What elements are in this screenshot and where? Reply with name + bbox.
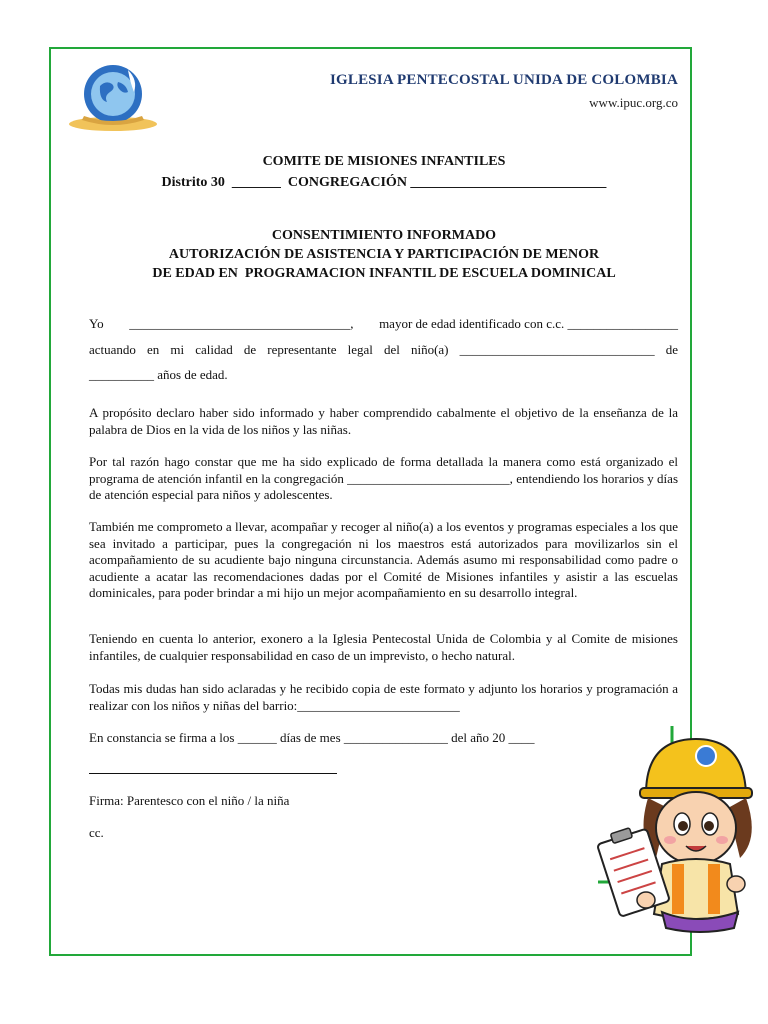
child-name-blank[interactable]: ______________________________: [459, 342, 655, 357]
organization-title: IGLESIA PENTECOSTAL UNIDA DE COLOMBIA: [329, 72, 678, 88]
word: niño(a): [410, 342, 449, 357]
word: en: [147, 342, 160, 357]
yo-label: Yo: [89, 316, 104, 331]
church-logo: [66, 58, 160, 136]
paragraph-1: A propósito declaro haber sido informado y haber comprendido cabalmente el objetivo de la enseñanza de la palabra de Dios en la vida de los niños y las niñas.: [89, 405, 678, 437]
word: de: [665, 342, 678, 357]
paragraph-2: Por tal razón hago constar que me ha sido explicado de forma detallada la manera como está organizado el programa de atención infantil en la congregación _________________________, entendiendo los horarios y días de atención especial para niños y adolescentes.: [89, 454, 678, 502]
word: del: [383, 342, 400, 357]
name-blank[interactable]: __________________________________,: [129, 316, 354, 331]
organization-url[interactable]: www.ipuc.org.co: [589, 95, 678, 110]
consent-title: CONSENTIMIENTO INFORMADO: [271, 228, 497, 243]
word: legal: [347, 342, 373, 357]
signature-label: Firma: Parentesco con el niño / la niña: [89, 793, 290, 808]
child-engineer-illustration: [596, 724, 756, 934]
word: representante: [267, 342, 337, 357]
representative-line: [89, 342, 678, 359]
id-blank[interactable]: mayor de edad identificado con c.c. _________________: [379, 316, 678, 331]
word: de: [243, 342, 257, 357]
word: calidad: [195, 342, 233, 357]
signature-line[interactable]: [89, 773, 337, 774]
paragraph-3: También me comprometo a llevar, acompañar y recoger al niño(a) a los eventos y programas especiales a los que sea invitado a participar, pues la congregación ni los maestros está autorizados para movilizarlos sin el acompañamiento de su acudiente bajo ninguna circunstancia. Además asumo mi responsabilidad como padre o acudiente a acatar las recomendaciones dadas por el Comité de Misiones infantiles y asistir a las escuelas dominicales, para poder brindar a mi hijo un mejor acompañamiento en su desarrollo integral.: [89, 519, 678, 600]
identification-line: [89, 316, 678, 333]
word: actuando: [89, 342, 136, 357]
word: mi: [170, 342, 185, 357]
paragraph-4: Teniendo en cuenta lo anterior, exonero a la Iglesia Pentecostal Unida de Colombia y al Comite de misiones infantiles, de cualquier responsabilidad en caso de un imprevisto, o hecho natural.: [89, 631, 678, 663]
paragraph-6: En constancia se firma a los ______ días de mes ________________ del año 20 ____: [89, 730, 535, 745]
cc-label: cc.: [89, 825, 104, 840]
district-line: Distrito 30 _______ CONGREGACIÓN ____________________________: [161, 175, 607, 190]
age-line[interactable]: __________ años de edad.: [89, 367, 228, 382]
consent-subtitle-1: AUTORIZACIÓN DE ASISTENCIA Y PARTICIPACIÓN DE MENOR: [168, 247, 600, 262]
consent-subtitle-2: DE EDAD EN PROGRAMACION INFANTIL DE ESCUELA DOMINICAL: [152, 266, 616, 281]
paragraph-5: Todas mis dudas han sido aclaradas y he recibido copia de este formato y adjunto los horarios y programación a realizar con los niños y niñas del barrio:_________________________: [89, 681, 678, 713]
committee-title: COMITE DE MISIONES INFANTILES: [262, 154, 506, 169]
